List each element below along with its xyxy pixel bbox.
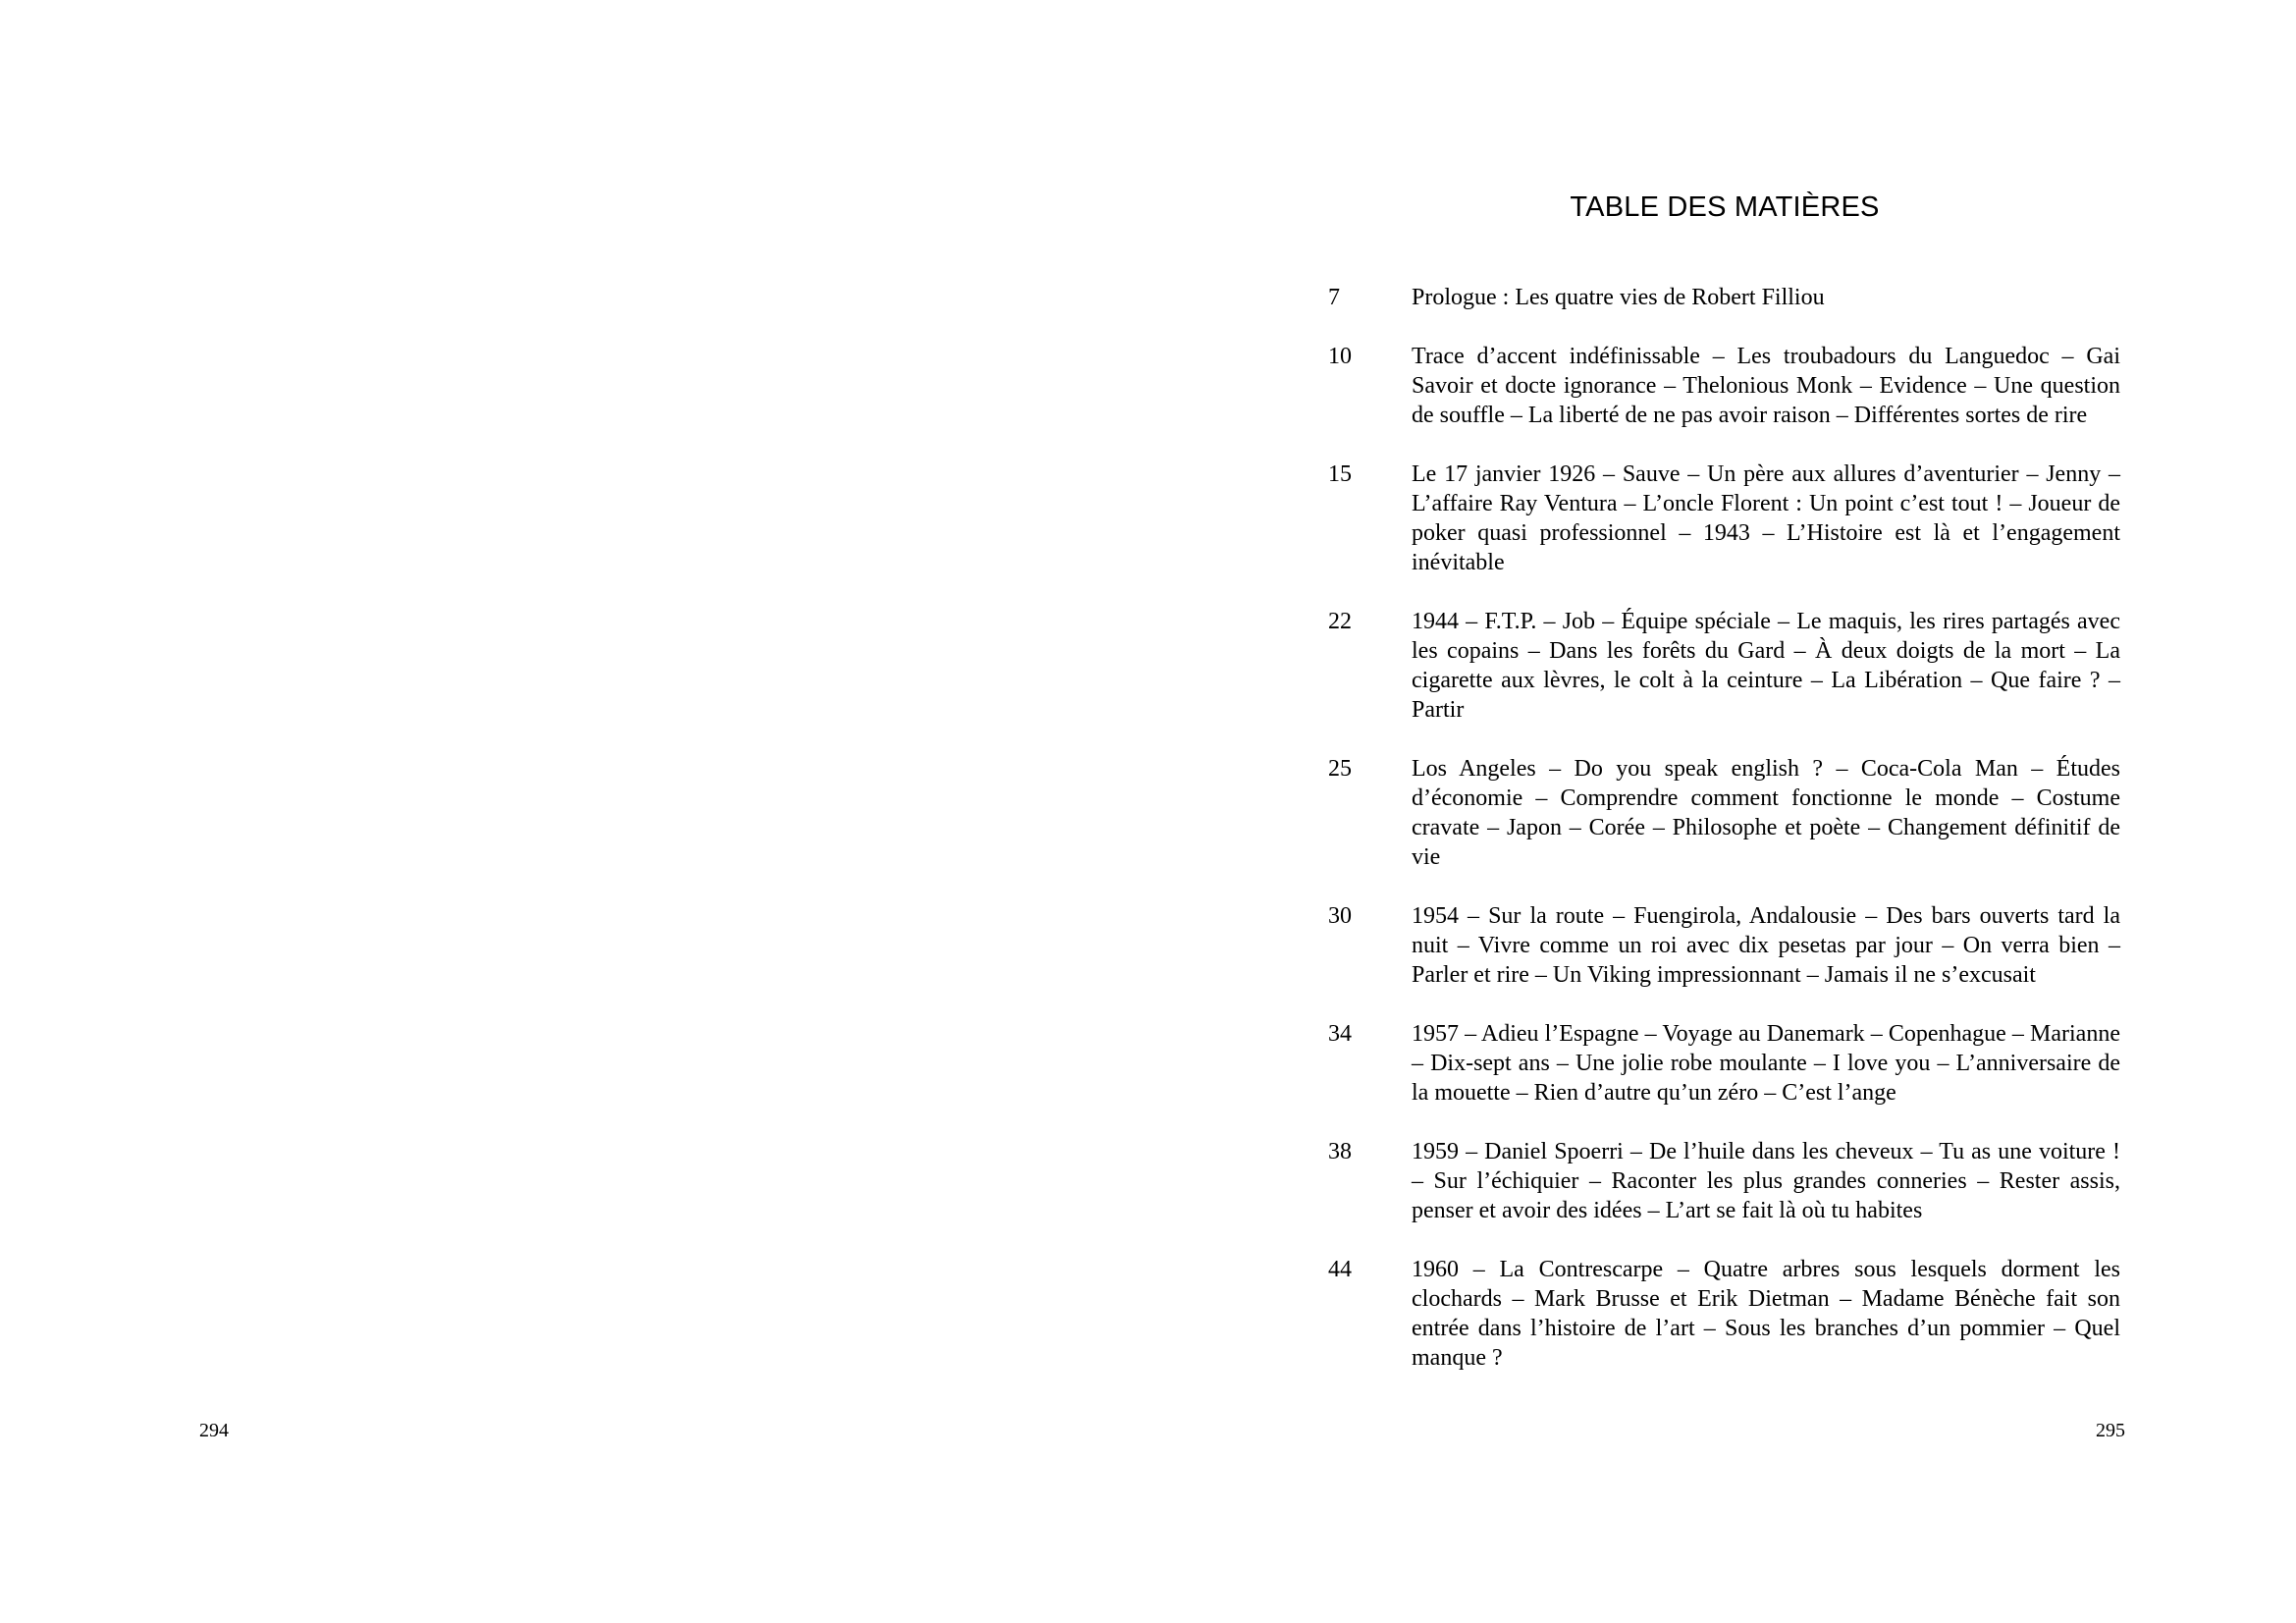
toc-entry-text: Trace d’accent indéfinissable – Les troubadours du Languedoc – Gai Savoir et docte ignorance – Thelonious Monk – Evidence – Une question de souffle – La liberté de ne pas avoir raison – Différentes sortes de rire — [1412, 344, 2120, 428]
toc-entry — [1328, 283, 2123, 312]
right-page-number: 295 — [2096, 1420, 2125, 1441]
toc-entry — [1328, 754, 2123, 872]
toc-entry-page: 44 — [1328, 1257, 1352, 1282]
toc-entry-text: Prologue : Les quatre vies de Robert Filliou — [1412, 285, 1825, 310]
toc-entry-text: 1960 – La Contrescarpe – Quatre arbres sous lesquels dorment les clochards – Mark Brusse et Erik Dietman – Madame Bénèche fait son entrée dans l’histoire de l’art – Sous les branches d’un pommier – Quel manque ? — [1412, 1257, 2120, 1371]
table-of-contents-list — [1328, 283, 2123, 1402]
toc-entry-text: 1954 – Sur la route – Fuengirola, Andalousie – Des bars ouverts tard la nuit – Vivre comme un roi avec dix pesetas par jour – On verra bien – Parler et rire – Un Viking impressionnant – Jamais il ne s’excusait — [1412, 903, 2120, 988]
toc-entry-text: 1959 – Daniel Spoerri – De l’huile dans les cheveux – Tu as une voiture ! – Sur l’échiquier – Raconter les plus grandes conneries – Rester assis, penser et avoir des idées – L’art se fait là où tu habites — [1412, 1139, 2120, 1223]
toc-entry — [1328, 342, 2123, 430]
toc-entry-page: 15 — [1328, 461, 1352, 487]
toc-entry-page: 34 — [1328, 1021, 1352, 1047]
toc-entry — [1328, 460, 2123, 577]
toc-entry-text: Los Angeles – Do you speak english ? – Coca-Cola Man – Études d’économie – Comprendre comment fonctionne le monde – Costume cravate – Japon – Corée – Philosophe et poète – Changement définitif de vie — [1412, 756, 2120, 870]
toc-entry-page: 38 — [1328, 1139, 1352, 1164]
toc-entry-page: 10 — [1328, 344, 1352, 369]
toc-entry — [1328, 901, 2123, 990]
toc-entry-text: Le 17 janvier 1926 – Sauve – Un père aux allures d’aventurier – Jenny – L’affaire Ray Ventura – L’oncle Florent : Un point c’est tout ! – Joueur de poker quasi professionnel – 1943 – L’Histoire est là et l’engagement inévitable — [1412, 461, 2120, 575]
toc-entry — [1328, 607, 2123, 725]
toc-entry-page: 25 — [1328, 756, 1352, 782]
toc-entry-page: 30 — [1328, 903, 1352, 929]
toc-entry-text: 1944 – F.T.P. – Job – Équipe spéciale – Le maquis, les rires partagés avec les copains – Dans les forêts du Gard – À deux doigts de la mort – La cigarette aux lèvres, le colt à la ceinture – La Libération – Que faire ? – Partir — [1412, 609, 2120, 723]
toc-entry — [1328, 1255, 2123, 1373]
toc-entry — [1328, 1137, 2123, 1225]
toc-entry — [1328, 1019, 2123, 1108]
toc-entry-text: 1957 – Adieu l’Espagne – Voyage au Danemark – Copenhague – Marianne – Dix-sept ans – Une jolie robe moulante – I love you – L’anniversaire de la mouette – Rien d’autre qu’un zéro – C’est l’ange — [1412, 1021, 2120, 1106]
toc-entry-page: 7 — [1328, 285, 1340, 310]
table-of-contents-title: TABLE DES MATIÈRES — [1570, 191, 1880, 223]
left-page-number: 294 — [199, 1420, 229, 1441]
toc-entry-page: 22 — [1328, 609, 1352, 634]
